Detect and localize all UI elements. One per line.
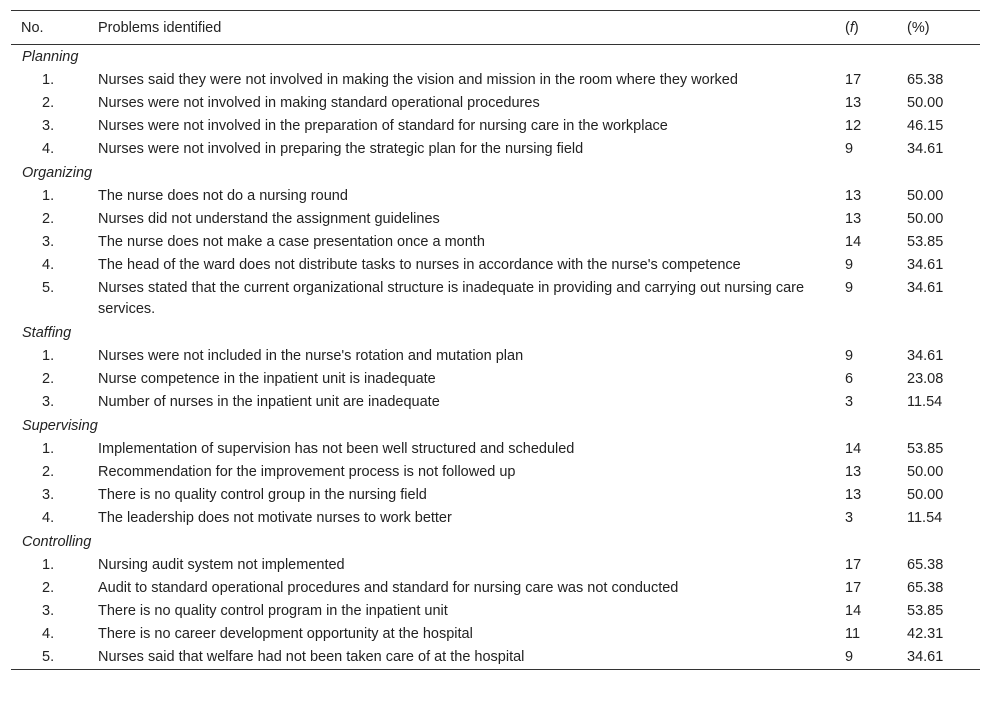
problem-text: Nurse competence in the inpatient unit is inadequate [98, 371, 436, 387]
section-title: Controlling [22, 534, 92, 550]
problem-text: Nursing audit system not implemented [98, 557, 345, 573]
problem-text: There is no career development opportunity at the hospital [98, 626, 473, 642]
table-row [11, 138, 980, 161]
problems-table-container [11, 10, 980, 670]
frequency-value: 3 [845, 510, 854, 526]
table-row [11, 438, 980, 461]
frequency-value: 13 [845, 487, 862, 503]
section-row-planning [11, 45, 980, 70]
percent-value: 34.61 [907, 257, 944, 273]
row-number: 1. [42, 72, 55, 88]
row-number: 4. [42, 141, 55, 157]
percent-value: 50.00 [907, 211, 944, 227]
table-row [11, 623, 980, 646]
row-number: 4. [42, 257, 55, 273]
percent-value: 11.54 [907, 394, 943, 410]
table-row [11, 391, 980, 414]
table-row [11, 185, 980, 208]
frequency-value: 9 [845, 649, 854, 665]
problem-text: The nurse does not make a case presentation once a month [98, 234, 485, 250]
problem-text: Nurses said they were not involved in making the vision and mission in the room where they worked [98, 72, 738, 88]
row-number: 3. [42, 118, 55, 134]
table-row [11, 208, 980, 231]
frequency-value: 9 [845, 348, 854, 364]
problem-text: Implementation of supervision has not been well structured and scheduled [98, 441, 575, 457]
frequency-value: 3 [845, 394, 854, 410]
table-row [11, 507, 980, 530]
header-problems: Problems identified [98, 19, 222, 36]
row-number: 1. [42, 441, 55, 457]
frequency-value: 9 [845, 280, 854, 296]
percent-value: 65.38 [907, 557, 944, 573]
frequency-value: 12 [845, 118, 862, 134]
problem-text: Nurses were not included in the nurse's rotation and mutation plan [98, 348, 524, 364]
table-row [11, 345, 980, 368]
percent-value: 34.61 [907, 348, 944, 364]
frequency-value: 14 [845, 234, 862, 250]
row-number: 3. [42, 394, 55, 410]
row-number: 4. [42, 510, 55, 526]
frequency-value: 13 [845, 188, 862, 204]
row-number: 3. [42, 603, 55, 619]
section-row-controlling [11, 530, 980, 554]
section-row-supervising [11, 414, 980, 438]
section-title: Staffing [22, 325, 72, 341]
row-number: 2. [42, 211, 55, 227]
row-number: 2. [42, 95, 55, 111]
table-row [11, 277, 980, 321]
row-number: 1. [42, 557, 55, 573]
percent-value: 53.85 [907, 234, 944, 250]
problem-text: Nurses stated that the current organizational structure is inadequate in providing and carrying out nursing care services. [98, 280, 805, 317]
frequency-value: 13 [845, 95, 862, 111]
percent-value: 46.15 [907, 118, 944, 134]
percent-value: 53.85 [907, 441, 944, 457]
frequency-value: 17 [845, 580, 862, 596]
table-row [11, 115, 980, 138]
frequency-value: 13 [845, 464, 862, 480]
header-percent: (%) [907, 19, 930, 36]
table-row [11, 577, 980, 600]
frequency-value: 14 [845, 441, 862, 457]
frequency-value: 9 [845, 257, 854, 273]
percent-value: 23.08 [907, 371, 944, 387]
problem-text: Recommendation for the improvement process is not followed up [98, 464, 516, 480]
problem-text: Nurses were not involved in preparing the strategic plan for the nursing field [98, 141, 584, 157]
table-row [11, 92, 980, 115]
row-number: 5. [42, 649, 55, 665]
frequency-value: 9 [845, 141, 854, 157]
row-number: 3. [42, 487, 55, 503]
frequency-value: 6 [845, 371, 854, 387]
header-row [11, 11, 980, 45]
percent-value: 50.00 [907, 188, 944, 204]
percent-value: 34.61 [907, 649, 944, 665]
problem-text: Nurses did not understand the assignment guidelines [98, 211, 440, 227]
section-title: Organizing [22, 165, 93, 181]
problem-text: The nurse does not do a nursing round [98, 188, 348, 204]
row-number: 1. [42, 188, 55, 204]
row-number: 2. [42, 580, 55, 596]
frequency-value: 13 [845, 211, 862, 227]
problem-text: Number of nurses in the inpatient unit are inadequate [98, 394, 440, 410]
table-row [11, 461, 980, 484]
row-number: 3. [42, 234, 55, 250]
problem-text: The head of the ward does not distribute tasks to nurses in accordance with the nurse's competence [98, 257, 741, 273]
section-title: Supervising [22, 418, 98, 434]
section-row-staffing [11, 321, 980, 345]
problem-text: Nurses were not involved in making standard operational procedures [98, 95, 540, 111]
header-frequency: (f) [845, 19, 859, 36]
percent-value: 34.61 [907, 280, 944, 296]
row-number: 4. [42, 626, 55, 642]
frequency-value: 17 [845, 557, 862, 573]
problem-text: Audit to standard operational procedures and standard for nursing care was not conducted [98, 580, 679, 596]
table-row [11, 231, 980, 254]
percent-value: 65.38 [907, 72, 944, 88]
table-row [11, 646, 980, 670]
percent-value: 50.00 [907, 464, 944, 480]
table-row [11, 368, 980, 391]
table-header [11, 11, 980, 45]
table-row [11, 600, 980, 623]
problem-text: There is no quality control program in the inpatient unit [98, 603, 448, 619]
section-title: Planning [22, 49, 79, 65]
percent-value: 65.38 [907, 580, 944, 596]
frequency-value: 11 [845, 626, 861, 642]
table-row [11, 254, 980, 277]
percent-value: 53.85 [907, 603, 944, 619]
section-row-organizing [11, 161, 980, 185]
table-row [11, 554, 980, 577]
problems-table [11, 10, 980, 670]
table-body [11, 45, 980, 670]
problem-text: There is no quality control group in the nursing field [98, 487, 427, 503]
percent-value: 11.54 [907, 510, 943, 526]
row-number: 1. [42, 348, 55, 364]
percent-value: 34.61 [907, 141, 944, 157]
row-number: 2. [42, 464, 55, 480]
table-row [11, 69, 980, 92]
frequency-value: 14 [845, 603, 862, 619]
percent-value: 50.00 [907, 95, 944, 111]
header-no: No. [21, 19, 44, 36]
row-number: 2. [42, 371, 55, 387]
percent-value: 50.00 [907, 487, 944, 503]
table-row [11, 484, 980, 507]
problem-text: The leadership does not motivate nurses to work better [98, 510, 452, 526]
problem-text: Nurses said that welfare had not been taken care of at the hospital [98, 649, 525, 665]
row-number: 5. [42, 280, 55, 296]
frequency-value: 17 [845, 72, 862, 88]
percent-value: 42.31 [907, 626, 944, 642]
problem-text: Nurses were not involved in the preparation of standard for nursing care in the workplace [98, 118, 668, 134]
